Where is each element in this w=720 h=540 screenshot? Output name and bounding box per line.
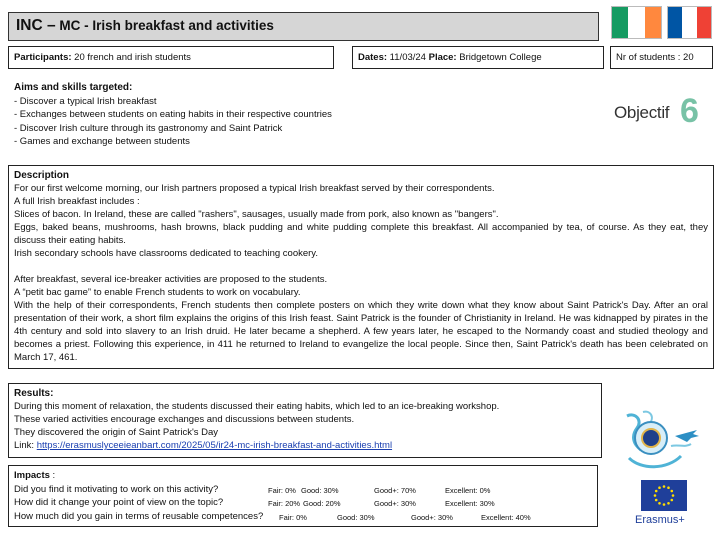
eu-star-icon <box>672 494 675 497</box>
student-count-box <box>610 46 713 69</box>
impacts-title-suffix: : <box>49 470 56 481</box>
dates-label: Dates: <box>358 52 388 63</box>
place-value: Bridgetown College <box>456 52 542 63</box>
dates-value: 11/03/24 <box>387 52 429 63</box>
results-link-row <box>14 439 596 452</box>
dates-box <box>352 46 604 69</box>
impact-goodplus: Good+: 30% <box>374 499 416 508</box>
description-section <box>8 165 714 369</box>
impact-excellent: Excellent: 0% <box>445 485 491 495</box>
aims-section <box>8 78 602 151</box>
description-paragraph: Eggs, baked beans, mushrooms, hash browns, black pudding and white pudding complete this breakfast. All accompanied by tea, of course. As they eat, they discuss their eating habits. <box>14 222 708 246</box>
eu-flag-icon <box>641 480 687 511</box>
description-paragraph: After breakfast, several ice-breaker activities are proposed to the students. <box>14 274 328 285</box>
aims-item: - Exchanges between students on eating habits in their respective countries <box>14 109 332 120</box>
aims-item: - Discover a typical Irish breakfast <box>14 95 157 107</box>
impacts-section <box>8 465 598 527</box>
impact-fair: Fair: 0% <box>279 512 307 522</box>
place-label: Place: <box>428 52 457 63</box>
results-link-label: Link: <box>14 440 37 451</box>
participants-box <box>8 46 334 69</box>
impact-fair: Fair: 20% <box>268 499 301 508</box>
eu-star-icon <box>655 499 658 502</box>
impact-row <box>14 483 592 497</box>
description-paragraph: A “petit bac game” to enable French students to work on vocabulary. <box>14 287 301 298</box>
aims-item: - Discover Irish culture through its gastronomy and Saint Patrick <box>14 122 283 134</box>
results-line: They discovered the origin of Saint Patrick's Day <box>14 427 219 438</box>
eu-star-icon <box>658 486 661 489</box>
impact-good: Good: 30% <box>337 512 375 522</box>
eu-star-icon <box>663 485 666 488</box>
impact-excellent: Excellent: 40% <box>481 512 531 522</box>
participants-value: 20 french and irish students <box>71 52 191 63</box>
aims-item: - Games and exchange between students <box>14 136 190 147</box>
impact-good: Good: 30% <box>301 485 339 495</box>
eu-star-icon <box>655 490 658 493</box>
participants-label: Participants: <box>14 52 72 63</box>
description-paragraph: With the help of their correspondents, French students then complete posters on which they write down what they know about Saint Patrick's Day. After an oral presentation of their work, a short film explains the origins of this Irish feast. Saint Patrick is the founder of Christianity in Ireland. He was kidnapped by pirates in the 4th century and sold into slavery to an Irish druid. He later became a shepherd. A few years later, he escaped to the Normandy coast and studied theology and becomes a priest. Following this experience, in 411 he returned to Ireland to evangelize the local people. Since then, Saint Patrick's death has been celebrated on March 17, 461. <box>14 300 708 363</box>
impacts-header <box>14 469 592 483</box>
impact-goodplus: Good+: 30% <box>411 512 453 522</box>
france-flag-icon <box>667 6 712 39</box>
impact-row <box>14 496 592 510</box>
eu-star-icon <box>654 494 657 497</box>
impact-question: How did it change your point of view on the topic? <box>14 497 224 508</box>
impact-excellent: Excellent: 30% <box>445 499 495 508</box>
impact-goodplus: Good+: 70% <box>374 485 416 495</box>
results-line: These varied activities encourage exchanges and discussions between students. <box>14 414 355 425</box>
ireland-flag-icon <box>611 6 662 39</box>
erasmus-plus-label: Erasmus+ <box>635 514 685 526</box>
aims-title: Aims and skills targeted: <box>14 82 133 93</box>
objectif-text: Objectif <box>614 103 670 122</box>
description-spacer <box>14 260 708 273</box>
eu-star-icon <box>658 502 661 505</box>
description-paragraph: Irish secondary schools have classrooms dedicated to teaching cookery. <box>14 248 318 259</box>
results-section <box>8 383 602 458</box>
impact-fair: Fair: 0% <box>268 485 296 495</box>
impacts-title: Impacts <box>14 470 50 481</box>
impact-good: Good: 20% <box>303 499 341 508</box>
results-link[interactable]: https://erasmuslyceeieanbart.com/2025/05/ir24-mc-irish-breakfast-and-activities.html <box>36 440 393 451</box>
project-logo-icon <box>621 410 701 474</box>
eu-star-icon <box>667 486 670 489</box>
description-paragraph: Slices of bacon. In Ireland, these are called "rashers", sausages, usually made from pork, also known as "bangers". <box>14 209 499 220</box>
impact-row <box>14 510 592 524</box>
objectif-number: 6 <box>680 92 699 130</box>
eu-star-icon <box>663 503 666 506</box>
description-paragraph: For our first welcome morning, our Irish partners proposed a typical Irish breakfast served by their correspondents. <box>14 183 495 194</box>
eu-star-icon <box>670 499 673 502</box>
results-title: Results: <box>14 388 54 399</box>
eu-star-icon <box>670 490 673 493</box>
page-title: INC – <box>16 17 56 34</box>
student-count: Nr of students : 20 <box>616 52 694 63</box>
page-subtitle: MC - Irish breakfast and activities <box>55 18 274 33</box>
title-banner <box>8 12 599 41</box>
results-line: During this moment of relaxation, the students discussed their eating habits, which led to an ice-breaking workshop. <box>14 401 500 412</box>
description-paragraph: A full Irish breakfast includes : <box>14 196 140 207</box>
description-title: Description <box>14 170 70 181</box>
eu-star-icon <box>667 502 670 505</box>
impact-question: Did you find it motivating to work on this activity? <box>14 483 219 495</box>
impact-question: How much did you gain in terms of reusable competences? <box>14 510 264 522</box>
objectif-6-logo <box>614 92 710 132</box>
